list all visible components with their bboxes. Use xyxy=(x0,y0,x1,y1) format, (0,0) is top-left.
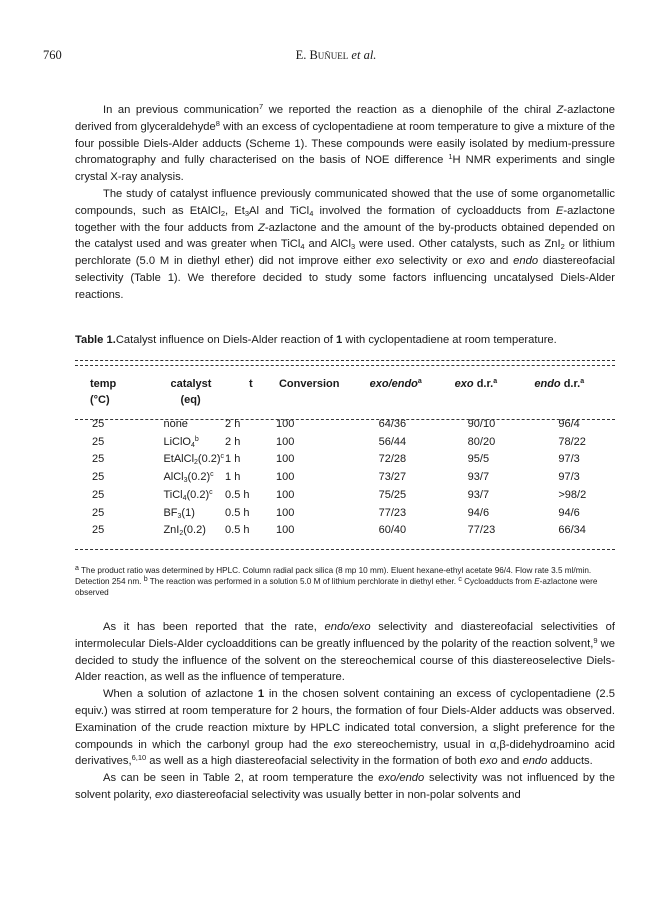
cell-endo-dr: 94/6 xyxy=(558,506,580,519)
text-run: selectivity or xyxy=(394,255,467,268)
cell-time: 0.5 h xyxy=(225,506,250,519)
cell-time: 0.5 h xyxy=(225,524,250,537)
text-run: 3 xyxy=(183,477,188,485)
text-run: exo xyxy=(479,755,498,768)
cell-time: 1 h xyxy=(225,453,241,466)
paragraph-1 xyxy=(75,102,615,186)
col-unit-temp: (°C) xyxy=(90,394,110,406)
cell-exo-dr: 93/7 xyxy=(467,488,490,501)
cell-catalyst xyxy=(148,451,224,469)
cell-catalyst xyxy=(148,522,224,540)
col-header-temp: temp xyxy=(90,378,117,390)
text-run: When a solution of azlactone xyxy=(103,688,258,701)
text-run: we decided to study the influence of the solvent on the stereochemical course of this diastereoselective Diels-Alder reaction, as well as the influence of temperature. xyxy=(75,637,615,684)
text-run: 4 xyxy=(309,208,314,218)
col-header-exo-dr: exo d.r.$^a$ xyxy=(454,378,498,390)
text-run: and xyxy=(497,755,523,768)
table-caption-text-b: with cyclopentadiene at room temperature. xyxy=(342,334,557,346)
text-run: none xyxy=(163,418,188,430)
text-run: 1 xyxy=(448,152,453,162)
table-top-rule xyxy=(75,360,615,361)
text-run: In an previous communication xyxy=(103,104,260,116)
text-run: involved the formation of cycloadducts from xyxy=(313,204,556,217)
text-run: selectivity was not influenced by the solvent polarity, xyxy=(75,772,615,801)
cell-exo-endo: 77/23 xyxy=(378,506,407,519)
cell-conversion: 100 xyxy=(275,488,295,501)
cell-temp: 25 xyxy=(92,453,105,466)
running-header xyxy=(0,48,672,63)
cell-exo-endo: 73/27 xyxy=(378,471,407,484)
table-caption-compound: 1 xyxy=(335,334,343,346)
cell-exo-dr: 95/5 xyxy=(467,453,490,466)
text-run: 4 xyxy=(190,441,195,449)
text-run: 3 xyxy=(351,242,356,252)
text-run: Cycloadducts from xyxy=(461,577,535,586)
text-run: exo xyxy=(376,255,395,268)
text-run: 4 xyxy=(182,494,187,502)
text-run: E xyxy=(555,204,564,217)
cell-exo-endo: 60/40 xyxy=(378,524,407,537)
text-run: (0.2) xyxy=(197,453,221,466)
text-run: TiCl xyxy=(163,488,183,501)
table-1 xyxy=(75,376,615,540)
text-run: stereochemistry, usual in α,β-didehydroamino acid derivatives, xyxy=(75,738,615,768)
text-run: exo/endo xyxy=(378,772,425,785)
cell-endo-dr: >98/2 xyxy=(558,488,587,501)
text-run: adducts. xyxy=(547,755,593,768)
intro-text xyxy=(75,102,615,304)
table-caption-number: 1. xyxy=(106,334,116,346)
text-run: The study of catalyst influence previously communicated showed that the use of some organometallic compounds, such as EtAlCl xyxy=(75,187,615,217)
text-run: AlCl xyxy=(163,471,184,484)
cell-exo-endo: 64/36 xyxy=(378,418,407,430)
text-run: 9 xyxy=(593,635,598,645)
col-header-catalyst: catalyst xyxy=(170,378,212,390)
text-run: As it has been reported that the rate, xyxy=(103,621,325,633)
cell-endo-dr: 96/4 xyxy=(558,418,580,430)
cell-endo-dr: 78/22 xyxy=(558,435,586,448)
table-row xyxy=(75,434,615,452)
text-run: 3 xyxy=(244,208,250,218)
cell-exo-dr: 80/20 xyxy=(467,435,496,448)
text-run: Z xyxy=(258,221,265,234)
text-run: selectivity and diastereofacial selectivities of intermolecular Diels-Alder cycloadditions can be greatly influenced by the polarity of the reaction solvent, xyxy=(75,621,615,650)
text-run: 1 xyxy=(257,688,265,701)
text-run: diastereofacial selectivity was usually better in non-polar solvents and xyxy=(173,788,521,801)
text-run: endo xyxy=(513,255,539,268)
text-run: c xyxy=(220,453,225,461)
text-run: b xyxy=(143,576,148,583)
paragraph-3 xyxy=(75,619,615,686)
col-header-conversion: Conversion xyxy=(278,378,340,390)
col-unit-catalyst: (eq) xyxy=(180,394,201,406)
table-bottom-rule xyxy=(75,549,615,550)
text-run: as well as a high diastereofacial selectivity in the formation of both xyxy=(146,755,480,768)
text-run: 4 xyxy=(300,242,305,252)
cell-time: 1 h xyxy=(225,471,241,484)
cell-temp: 25 xyxy=(92,524,105,537)
cell-catalyst xyxy=(148,469,224,487)
text-run: 2 xyxy=(560,242,565,252)
text-run: 3 xyxy=(177,512,182,520)
text-run: in the chosen solvent containing an excess of cyclopentadiene (2.5 equiv.) was stirred at room temperature for 2 hours, the formation of four Diels-Alder adducts was observed. Examination of the crude reaction mixture by HPLC indicated total conversion, a slight preference for the compounds in which the carbonyl group had the xyxy=(75,688,615,751)
text-run: exo xyxy=(466,255,485,268)
cell-catalyst xyxy=(148,434,224,452)
table-header-row xyxy=(75,376,615,392)
cell-exo-endo: 56/44 xyxy=(378,435,407,448)
text-run: Z xyxy=(556,104,564,116)
text-run: -azlactone derived from glyceraldehyde xyxy=(75,104,615,133)
text-run: ZnI xyxy=(163,524,180,537)
text-run: The product ratio was determined by HPLC. Column radial pack silica (8 mp 10 mm). Eluent hexane-ethyl acetate 96/4. Flow rate 3.5 ml/min. Detection 254 nm. xyxy=(75,566,592,586)
text-run: exo xyxy=(155,788,174,801)
table-caption-label: Table xyxy=(75,334,104,346)
table-row xyxy=(75,469,615,487)
cell-temp: 25 xyxy=(92,506,105,519)
cell-temp: 25 xyxy=(92,471,105,484)
cell-exo-endo: 72/28 xyxy=(378,453,407,466)
text-run: endo xyxy=(522,755,548,768)
cell-time: 0.5 h xyxy=(225,488,250,501)
cell-endo-dr: 97/3 xyxy=(558,453,580,466)
text-run: , Et xyxy=(225,204,245,217)
text-run: diastereofacial selectivity (Table 1). We therefore decided to study some factors influencing uncatalysed Diels-Alder reactions. xyxy=(75,255,615,301)
text-run: E xyxy=(534,577,540,586)
text-run: with an excess of cyclopentadiene at room temperature to give a mixture of the four possible Diels-Alder adducts (Scheme 1). These compounds were easily isolated by medium-pressure chromatography and fully characterised on the basis of NOE difference xyxy=(75,120,615,167)
table-1-caption xyxy=(75,334,635,346)
text-run: BF xyxy=(163,506,178,519)
cell-time: 2 h xyxy=(225,418,241,430)
page-number: 760 xyxy=(43,48,62,62)
col-header-exo-endo: exo/endo$^a$ xyxy=(369,378,422,390)
table-row xyxy=(75,451,615,469)
text-run: As can be seen in Table 2, at room temperature the xyxy=(103,772,379,785)
cell-conversion: 100 xyxy=(275,418,295,430)
text-run: c xyxy=(209,488,213,496)
text-run: (1) xyxy=(181,506,195,519)
cell-time: 2 h xyxy=(225,435,241,448)
col-header-time: t xyxy=(249,378,253,390)
cell-temp: 25 xyxy=(92,435,105,448)
cell-catalyst xyxy=(148,505,224,523)
text-run: and xyxy=(484,255,514,268)
text-run: EtAlCl xyxy=(163,453,195,466)
text-run: 8 xyxy=(215,118,220,128)
table-row xyxy=(75,505,615,523)
paragraph-4 xyxy=(75,686,615,770)
table-header-rule xyxy=(75,419,615,420)
cell-endo-dr: 66/34 xyxy=(558,524,586,537)
cell-exo-dr: 90/10 xyxy=(467,418,496,430)
cell-conversion: 100 xyxy=(275,471,295,484)
text-run: H NMR experiments and single crystal X-ray analysis. xyxy=(75,154,615,184)
text-run: endo/exo xyxy=(324,621,371,633)
text-run: (0.2) xyxy=(187,471,211,484)
text-run: 7 xyxy=(259,102,264,111)
discussion-text xyxy=(75,619,615,804)
text-run: Al and TiCl xyxy=(249,204,310,217)
cell-exo-dr: 94/6 xyxy=(467,506,490,519)
table-caption-text-a: Catalyst influence on Diels-Alder reaction of xyxy=(115,334,336,346)
cell-conversion: 100 xyxy=(275,435,295,448)
col-header-endo-dr: endo d.r.$^a$ xyxy=(534,378,585,390)
table-body xyxy=(75,416,615,540)
table-header-units-row xyxy=(75,392,615,408)
text-run: 6,10 xyxy=(131,753,147,763)
cell-exo-dr: 93/7 xyxy=(467,471,490,484)
text-run: and AlCl xyxy=(304,238,351,251)
table-footnotes xyxy=(75,565,615,598)
table-row xyxy=(75,487,615,505)
cell-exo-endo: 75/25 xyxy=(378,488,407,501)
cell-exo-dr: 77/23 xyxy=(467,524,496,537)
text-run: 2 xyxy=(220,208,226,218)
text-run: LiClO xyxy=(163,435,191,448)
cell-conversion: 100 xyxy=(275,453,295,466)
text-run: The reaction was performed in a solution 5.0 M of lithium perchlorate in diethyl ether. xyxy=(147,577,459,586)
cell-conversion: 100 xyxy=(275,524,295,537)
text-run: -azlactone were observed xyxy=(75,577,598,597)
text-run: -azlactone and the amount of the by-products obtained depended on the catalyst used and was greater when TiCl xyxy=(75,221,615,251)
text-run: (0.2) xyxy=(186,488,210,501)
text-run: b xyxy=(194,435,199,443)
cell-catalyst xyxy=(148,487,224,505)
cell-temp: 25 xyxy=(92,418,105,430)
text-run: 2 xyxy=(194,459,198,467)
table-row xyxy=(75,522,615,540)
text-run: c xyxy=(458,576,462,583)
text-run: or lithium perchlorate (5.0 M in diethyl ether) did not improve either xyxy=(75,238,615,268)
text-run: we reported the reaction as a dienophile of the chiral xyxy=(263,104,557,116)
cell-endo-dr: 97/3 xyxy=(558,471,580,484)
table-top-rule-2 xyxy=(75,365,615,366)
cell-temp: 25 xyxy=(92,488,105,501)
text-run: exo xyxy=(333,738,352,751)
text-run: were used. Other catalysts, such as ZnI xyxy=(355,238,561,251)
text-run: (0.2) xyxy=(183,524,206,537)
paragraph-5 xyxy=(75,770,615,804)
text-run: 2 xyxy=(179,530,184,538)
cell-conversion: 100 xyxy=(275,506,295,519)
text-run: c xyxy=(210,471,214,479)
paragraph-2 xyxy=(75,186,615,304)
text-run: -azlactone together with the four adducts from xyxy=(75,204,615,234)
running-header-author: E. Buñuel xyxy=(295,48,349,62)
running-header-etal: et al. xyxy=(351,48,377,62)
text-run: a xyxy=(75,565,79,572)
